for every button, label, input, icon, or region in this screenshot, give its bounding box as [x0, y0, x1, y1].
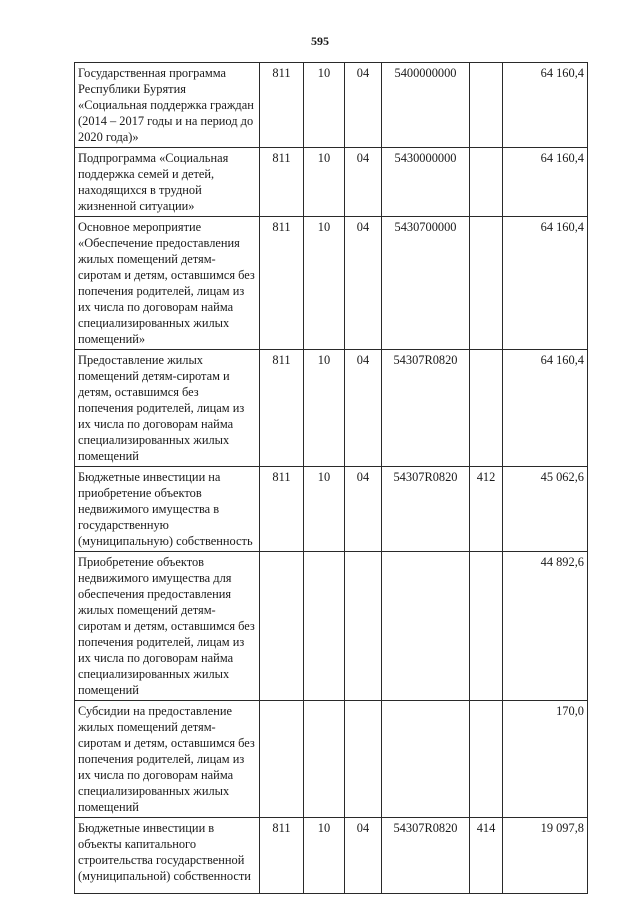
row-name: Предоставление жилых помещений детям-сиротам и детям, оставшимся без попечения родителей, лицам из их числа по договорам найма специализированных жилых помещений — [75, 350, 260, 467]
expense-type-code — [470, 701, 503, 818]
amount: 44 892,6 — [503, 552, 588, 701]
table-row — [75, 467, 588, 552]
row-name: Бюджетные инвестиции на приобретение объектов недвижимого имущества в государственную (муниципальную) собственность — [75, 467, 260, 552]
row-name: Подпрограмма «Социальная поддержка семей и детей, находящихся в трудной жизненной ситуации» — [75, 148, 260, 217]
row-name: Бюджетные инвестиции в объекты капитального строительства государственной (муниципальной) собственности — [75, 818, 260, 894]
section-code — [304, 552, 345, 701]
target-article-code — [382, 701, 470, 818]
ministry-code — [260, 552, 304, 701]
ministry-code: 811 — [260, 148, 304, 217]
row-name: Государственная программа Республики Бурятия «Социальная поддержка граждан (2014 – 2017 годы и на период до 2020 года)» — [75, 63, 260, 148]
subsection-code: 04 — [345, 350, 382, 467]
section-code: 10 — [304, 467, 345, 552]
row-name: Приобретение объектов недвижимого имущества для обеспечения предоставления жилых помещений детям-сиротам и детям, оставшимся без попечения родителей, лицам из их числа по договорам найма специализированных жилых помещений — [75, 552, 260, 701]
table-row — [75, 818, 588, 894]
table-row — [75, 63, 588, 148]
section-code — [304, 701, 345, 818]
section-code: 10 — [304, 350, 345, 467]
target-article-code: 5400000000 — [382, 63, 470, 148]
target-article-code: 54307R0820 — [382, 818, 470, 894]
table-row — [75, 148, 588, 217]
amount: 64 160,4 — [503, 350, 588, 467]
section-code: 10 — [304, 148, 345, 217]
expense-type-code: 414 — [470, 818, 503, 894]
subsection-code — [345, 701, 382, 818]
ministry-code: 811 — [260, 467, 304, 552]
expense-type-code — [470, 148, 503, 217]
ministry-code: 811 — [260, 63, 304, 148]
budget-table — [74, 62, 588, 894]
subsection-code — [345, 552, 382, 701]
ministry-code: 811 — [260, 818, 304, 894]
target-article-code: 54307R0820 — [382, 467, 470, 552]
expense-type-code — [470, 63, 503, 148]
section-code: 10 — [304, 63, 345, 148]
table-row — [75, 552, 588, 701]
section-code: 10 — [304, 217, 345, 350]
subsection-code: 04 — [345, 63, 382, 148]
amount: 64 160,4 — [503, 217, 588, 350]
table-row — [75, 701, 588, 818]
subsection-code: 04 — [345, 818, 382, 894]
subsection-code: 04 — [345, 467, 382, 552]
subsection-code: 04 — [345, 148, 382, 217]
target-article-code: 5430000000 — [382, 148, 470, 217]
target-article-code: 5430700000 — [382, 217, 470, 350]
table-row — [75, 217, 588, 350]
expense-type-code — [470, 552, 503, 701]
ministry-code: 811 — [260, 350, 304, 467]
ministry-code — [260, 701, 304, 818]
amount: 19 097,8 — [503, 818, 588, 894]
table-row — [75, 350, 588, 467]
amount: 45 062,6 — [503, 467, 588, 552]
section-code: 10 — [304, 818, 345, 894]
target-article-code — [382, 552, 470, 701]
row-name: Субсидии на предоставление жилых помещений детям-сиротам и детям, оставшимся без попечения родителей, лицам из их числа по договорам найма специализированных жилых помещений — [75, 701, 260, 818]
ministry-code: 811 — [260, 217, 304, 350]
page-number: 595 — [311, 34, 329, 48]
amount: 170,0 — [503, 701, 588, 818]
target-article-code: 54307R0820 — [382, 350, 470, 467]
row-name: Основное мероприятие «Обеспечение предоставления жилых помещений детям-сиротам и детям, оставшимся без попечения родителей, лицам из их числа по договорам найма специализированных жилых помещений» — [75, 217, 260, 350]
amount: 64 160,4 — [503, 148, 588, 217]
amount: 64 160,4 — [503, 63, 588, 148]
subsection-code: 04 — [345, 217, 382, 350]
expense-type-code: 412 — [470, 467, 503, 552]
expense-type-code — [470, 217, 503, 350]
expense-type-code — [470, 350, 503, 467]
